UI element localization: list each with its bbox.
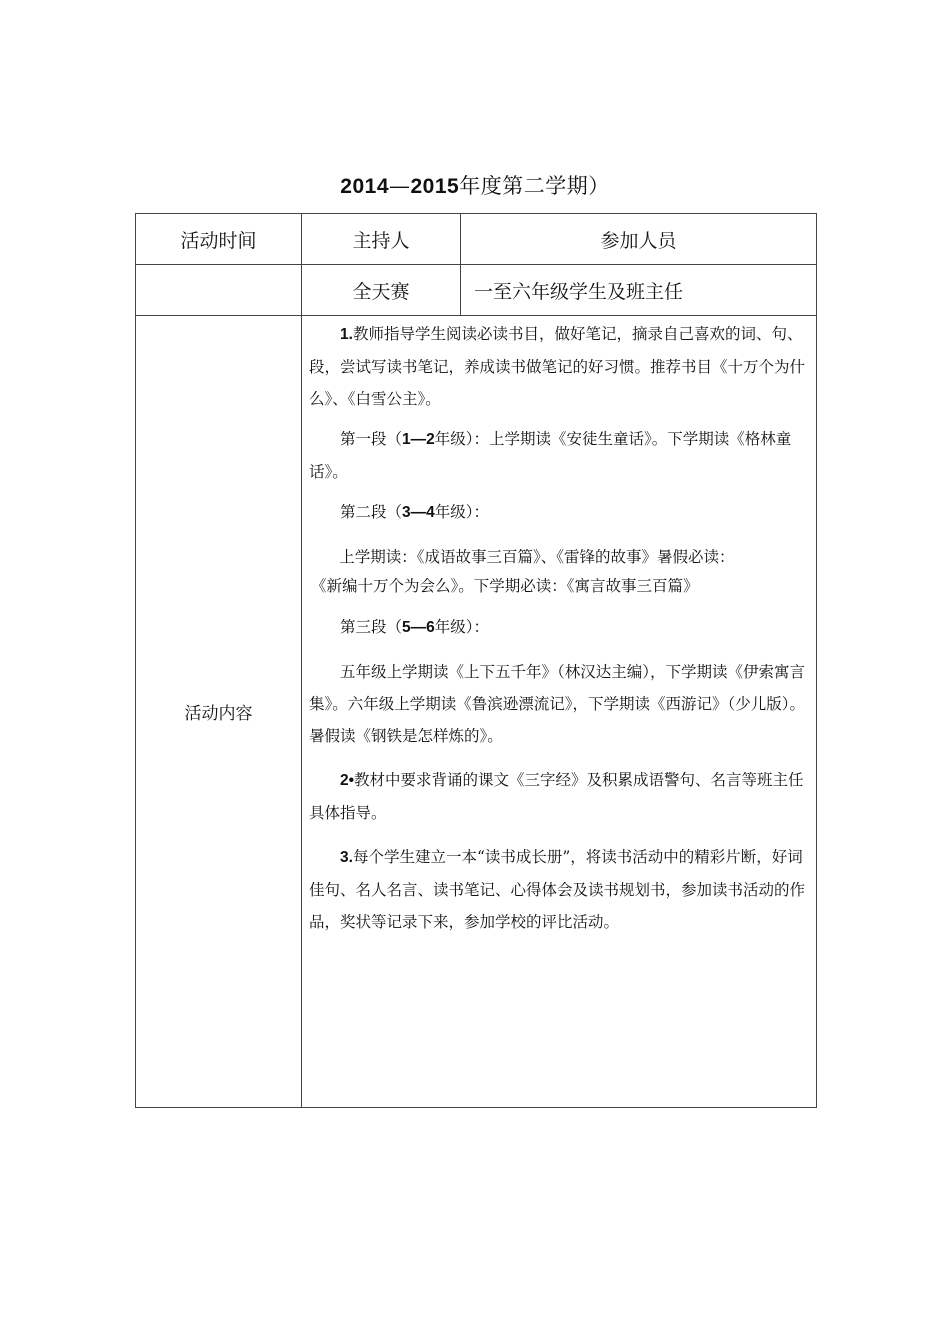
paragraph-3: 3.每个学生建立一本“读书成长册”，将读书活动中的精彩片断，好词佳句、名人名言、读书笔记、心得体会及读书规划书，参加读书活动的作品，奖状等记录下来，参加学校的评比活动。 (309, 848, 806, 931)
activity-table (135, 213, 817, 1108)
row1-time (136, 265, 301, 315)
header-host: 主持人 (352, 229, 410, 252)
row1-participants: 一至六年级学生及班主任 (474, 280, 684, 303)
stage-1: 第一段（1—2年级）：上学期读《安徒生童话》。下学期读《格林童话》。 (309, 430, 792, 481)
stage-3-text: 五年级上学期读《上下五千年》（林汉达主编），下学期读《伊索寓言集》。六年级上学期读《鲁滨逊漂流记》，下学期读《西游记》（少儿版）。暑假读《钢铁是怎样炼的》。 (309, 663, 806, 745)
activity-content (309, 318, 814, 938)
content-label: 活动内容 (184, 704, 253, 724)
row1-host: 全天赛 (352, 280, 410, 303)
stage-2-line-1: 上学期读：《成语故事三百篇》、《雷锋的故事》暑假必读： (339, 548, 735, 566)
paragraph-2: 2•教材中要求背诵的课文《三字经》及积累成语警句、名言等班主任具体指导。 (309, 771, 804, 822)
header-participants: 参加人员 (600, 229, 677, 252)
column-divider (301, 214, 302, 1107)
stage-2-line-2: 《新编十万个为会么》。下学期必读：《寓言故事三百篇》 (311, 577, 699, 595)
paragraph-1: 1.教师指导学生阅读必读书目，做好笔记，摘录自己喜欢的词、句、段，尝试写读书笔记，养成读书做笔记的好习惯。推荐书目《十万个为什么》、《白雪公主》。 (309, 325, 806, 408)
header-time: 活动时间 (180, 229, 257, 252)
stage-2-heading: 第二段（3—4年级）： (340, 503, 490, 521)
stage-3-heading: 第三段（5—6年级）： (340, 618, 490, 636)
page-title: 2014—2015年度第二学期） (340, 174, 610, 198)
